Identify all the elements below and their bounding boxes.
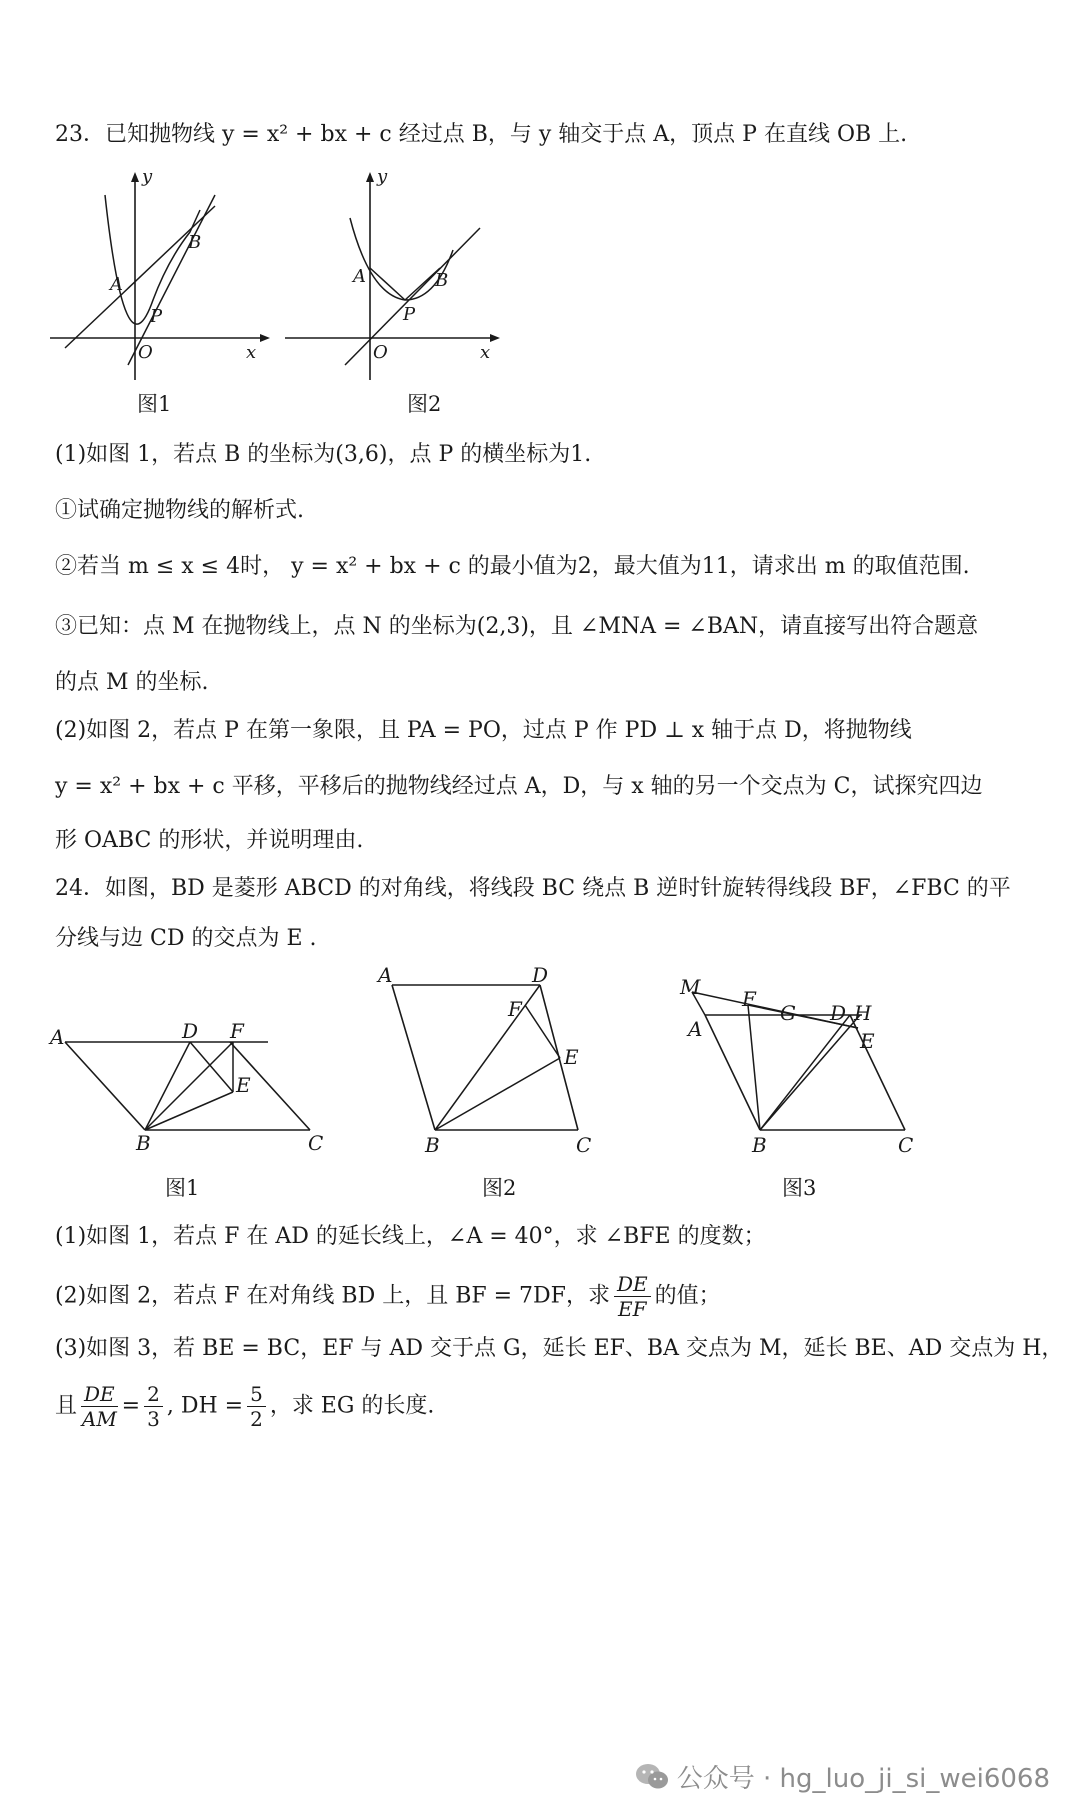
q24-part3-eq: = bbox=[121, 1393, 141, 1419]
q23-part2-1: (2)如图 2，若点 P 在第一象限，且 PA = PO，过点 P 作 PD ⊥ x 轴于点 D，将抛物线 bbox=[55, 718, 912, 743]
watermark bbox=[635, 1758, 1050, 1795]
label-E: E bbox=[860, 1029, 875, 1053]
q23-figure-1 bbox=[50, 166, 280, 400]
label-F: F bbox=[230, 1019, 244, 1043]
q24-figure-1 bbox=[50, 1020, 330, 1170]
fraction-numerator: DE bbox=[81, 1382, 118, 1407]
label-C: C bbox=[576, 1133, 592, 1157]
label-O: O bbox=[138, 342, 153, 363]
fraction-denominator: 2 bbox=[250, 1407, 263, 1431]
label-A: A bbox=[688, 1017, 703, 1041]
label-B: B bbox=[188, 232, 202, 253]
q24-part3-2 bbox=[55, 1382, 434, 1431]
label-M: M bbox=[680, 975, 701, 999]
fraction-numerator: 2 bbox=[144, 1382, 163, 1407]
q24-fig2-label: 图2 bbox=[482, 1176, 517, 1200]
label-H: H bbox=[854, 1001, 872, 1025]
wechat-icon bbox=[635, 1763, 669, 1791]
fraction-denominator: EF bbox=[618, 1297, 647, 1321]
label-A: A bbox=[110, 274, 123, 295]
label-x: x bbox=[246, 342, 257, 363]
q23-part1-b: ②若当 m ≤ x ≤ 4时， y = x² + bx + c 的最小值为2，最大值为11，请求出 m 的取值范围. bbox=[55, 554, 970, 579]
q23-fig2-label: 图2 bbox=[407, 392, 442, 416]
q24-stem-1: 24．如图，BD 是菱形 ABCD 的对角线，将线段 BC 绕点 B 逆时针旋转得线段 BF，∠FBC 的平 bbox=[55, 876, 1011, 901]
q24-figure-3 bbox=[680, 960, 940, 1160]
q24-part3-pre: 且 bbox=[55, 1393, 78, 1419]
label-O: O bbox=[373, 342, 388, 363]
fraction-de-ef bbox=[614, 1272, 651, 1321]
q24-figure-2 bbox=[380, 960, 620, 1160]
label-F: F bbox=[742, 987, 756, 1011]
label-G: G bbox=[780, 1001, 796, 1025]
q24-fig1-label: 图1 bbox=[165, 1176, 200, 1200]
fraction-denominator: AM bbox=[81, 1407, 117, 1431]
fraction-numerator: DE bbox=[614, 1272, 651, 1297]
label-D: D bbox=[182, 1019, 199, 1043]
label-E: E bbox=[236, 1073, 251, 1097]
q24-part2-post: 的值； bbox=[654, 1283, 721, 1309]
q23-stem: 23．已知抛物线 y = x² + bx + c 经过点 B，与 y 轴交于点 A，顶点 P 在直线 OB 上. bbox=[55, 122, 908, 147]
q24-part3-1: (3)如图 3，若 BE = BC，EF 与 AD 交于点 G，延长 EF、BA 交点为 M，延长 BE、AD 交点为 H， bbox=[55, 1336, 1064, 1361]
label-B: B bbox=[136, 1131, 151, 1155]
label-C: C bbox=[308, 1131, 324, 1155]
label-y: y bbox=[377, 166, 388, 187]
label-B: B bbox=[435, 270, 449, 291]
label-D: D bbox=[532, 963, 549, 987]
label-C: C bbox=[898, 1133, 914, 1157]
label-A: A bbox=[50, 1025, 65, 1049]
q23-figure-2 bbox=[285, 166, 515, 400]
q24-part3-mid: , DH = bbox=[166, 1393, 244, 1419]
watermark-text: 公众号 · hg_luo_ji_si_wei6068 bbox=[676, 1764, 1050, 1794]
q24-stem-2: 分线与边 CD 的交点为 E . bbox=[55, 926, 317, 951]
label-x: x bbox=[480, 342, 491, 363]
q24-part3-post: ，求 EG 的长度. bbox=[269, 1393, 435, 1419]
fraction-denominator: 3 bbox=[147, 1407, 160, 1431]
q23-part2-2: y = x² + bx + c 平移，平移后的抛物线经过点 A，D，与 x 轴的另一个交点为 C，试探究四边 bbox=[55, 774, 983, 799]
label-B: B bbox=[752, 1133, 767, 1157]
fraction-five-halves bbox=[247, 1382, 266, 1431]
label-P: P bbox=[403, 304, 416, 325]
label-A: A bbox=[353, 266, 366, 287]
q23-part2-3: 形 OABC 的形状，并说明理由. bbox=[55, 828, 364, 853]
fraction-numerator: 5 bbox=[247, 1382, 266, 1407]
label-P: P bbox=[150, 306, 163, 327]
q24-part2-pre: (2)如图 2，若点 F 在对角线 BD 上，且 BF = 7DF，求 bbox=[55, 1283, 610, 1309]
label-E: E bbox=[564, 1045, 579, 1069]
q24-part1: (1)如图 1，若点 F 在 AD 的延长线上，∠A = 40°，求 ∠BFE 的度数； bbox=[55, 1224, 766, 1249]
label-D: D bbox=[830, 1001, 847, 1025]
fraction-two-thirds bbox=[144, 1382, 163, 1431]
q23-part1: (1)如图 1，若点 B 的坐标为(3,6)，点 P 的横坐标为1. bbox=[55, 442, 592, 467]
fraction-de-am bbox=[81, 1382, 118, 1431]
label-F: F bbox=[508, 997, 522, 1021]
q24-part2 bbox=[55, 1272, 721, 1321]
q23-part1-c-2: 的点 M 的坐标. bbox=[55, 670, 209, 695]
q24-fig3-label: 图3 bbox=[782, 1176, 817, 1200]
label-B: B bbox=[425, 1133, 440, 1157]
label-A: A bbox=[378, 963, 393, 987]
label-y: y bbox=[142, 166, 153, 187]
q23-fig1-label: 图1 bbox=[137, 392, 172, 416]
q23-part1-a: ①试确定抛物线的解析式. bbox=[55, 498, 304, 523]
q23-part1-c-1: ③已知：点 M 在抛物线上，点 N 的坐标为(2,3)，且 ∠MNA = ∠BAN，请直接写出符合题意 bbox=[55, 614, 979, 639]
